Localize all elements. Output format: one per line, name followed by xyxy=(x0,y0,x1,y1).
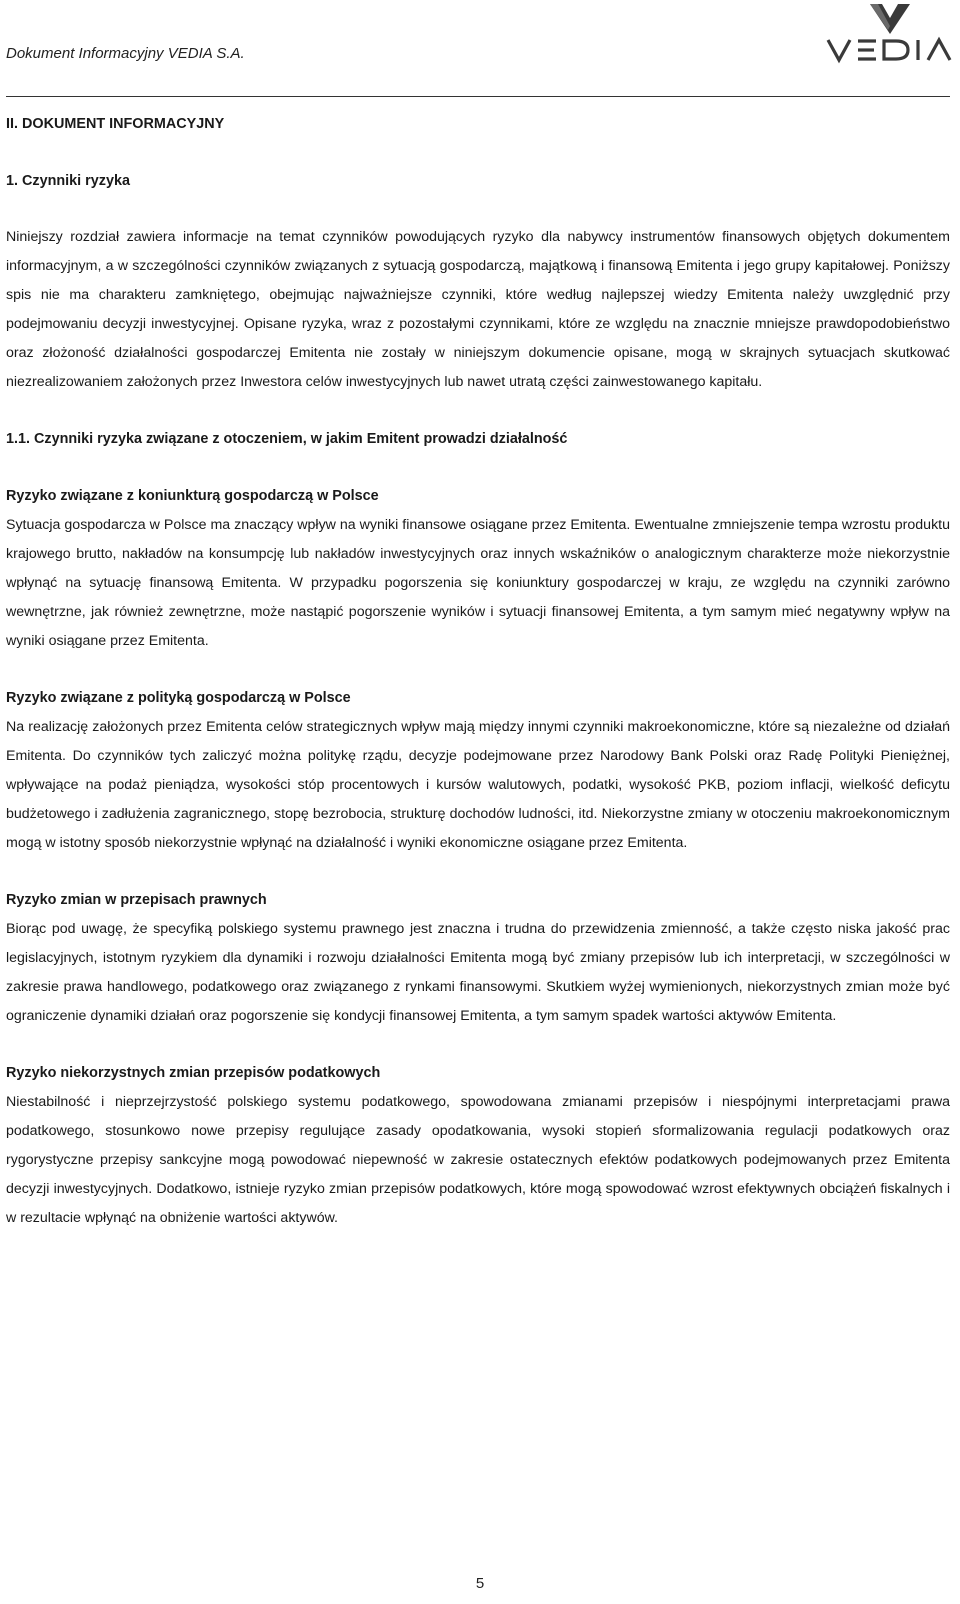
section-title: II. DOKUMENT INFORMACYJNY xyxy=(6,116,225,132)
vedia-logo xyxy=(826,4,954,66)
intro-paragraph: Niniejszy rozdział zawiera informacje na temat czynników powodujących ryzyko dla nabywcy instrumentów finansowych objętych dokumentem informacyjnym, a w szczególności czynników związanych z sytuacją gospodarczą, majątkową i finansową Emitenta i jego grupy kapitałowej. Poniższy spis nie ma charakteru zamkniętego, obejmując najważniejsze czynniki, które według najlepszej wiedzy Emitenta należy uwzględnić przy podejmowaniu decyzji inwestycyjnej. Opisane ryzyka, wraz z pozostałymi czynnikami, które ze względu na znacznie mniejsze prawdopodobieństwo oraz złożoność działalności gospodarczej Emitenta nie zostały w niniejszym dokumencie opisane, mogą w skrajnych sytuacjach skutkować niezrealizowaniem założonych przez Inwestora celów inwestycyjnych lub nawet utratą części zainwestowanego kapitału. xyxy=(6,229,950,390)
risk-body: Na realizację założonych przez Emitenta celów strategicznych wpływ mają między innymi czynniki makroekonomiczne, które są niezależne od działań Emitenta. Do czynników tych zaliczyć można politykę rządu, decyzje podejmowane przez Narodowy Bank Polski oraz Radę Polityki Pieniężnej, wpływające na podaż pieniądza, wysokości stóp procentowych i kursów walutowych, podatki, wysokość PKB, poziom inflacji, wielkość deficytu budżetowego i zadłużenia zagranicznego, stopę bezrobocia, strukturę dochodów ludności, itd. Niekorzystne zmiany w otoczeniu makroekonomicznym mogą w istotny sposób niekorzystnie wpłynąć na działalność i wyniki ekonomiczne osiągane przez Emitenta. xyxy=(6,719,950,851)
subsection-heading: 1.1. Czynniki ryzyka związane z otoczeniem, w jakim Emitent prowadzi działalność xyxy=(6,431,568,447)
risk-title: Ryzyko zmian w przepisach prawnych xyxy=(6,892,267,908)
page-number: 5 xyxy=(475,1575,485,1592)
risk-title: Ryzyko niekorzystnych zmian przepisów podatkowych xyxy=(6,1065,381,1081)
risk-body: Sytuacja gospodarcza w Polsce ma znaczący wpływ na wyniki finansowe osiągane przez Emitenta. Ewentualne zmniejszenie tempa wzrostu produktu krajowego brutto, nakładów na konsumpcję lub nakładów inwestycyjnych oraz innych wskaźników o analogicznym charakterze może niekorzystnie wpłynąć na sytuację finansową Emitenta. W przypadku pogorszenia się koniunktury gospodarczej w kraju, ze względu na czynniki zarówno wewnętrzne, jak również zewnętrzne, może nastąpić pogorszenie wyników i sytuacji finansowej Emitenta, a tym samym mieć negatywny wpływ na wyniki osiągane przez Emitenta. xyxy=(6,517,950,649)
risk-body: Biorąc pod uwagę, że specyfiką polskiego systemu prawnego jest znaczna i trudna do przewidzenia zmienność, a także często niska jakość prac legislacyjnych, istotnym ryzykiem dla dynamiki i rozwoju działalności Emitenta mogą być zmiany przepisów lub ich interpretacji, w szczególności w zakresie prawa handlowego, podatkowego oraz związanego z rynkami finansowymi. Skutkiem wyżej wymienionych, niekorzystnych zmian może być ograniczenie dynamiki działań oraz pogorszenie się kondycji finansowej Emitenta, a tym samym spadek wartości aktywów Emitenta. xyxy=(6,921,950,1024)
risk-body: Niestabilność i nieprzejrzystość polskiego systemu podatkowego, spowodowana zmianami przepisów i niespójnymi interpretacjami prawa podatkowego, stosunkowo nowe przepisy regulujące zasady opodatkowania, wysoki stopień sformalizowania regulacji podatkowych oraz rygorystyczne przepisy sankcyjne mogą powodować niepewność w zakresie ostatecznych efektów podatkowych podejmowanych przez Emitenta decyzji inwestycyjnych. Dodatkowo, istnieje ryzyko zmian przepisów podatkowych, które mogą spowodować wzrost efektywnych obciążeń fiskalnych i w rezultacie wpłynąć na obniżenie wartości aktywów. xyxy=(6,1094,950,1226)
document-header-title: Dokument Informacyjny VEDIA S.A. xyxy=(6,45,245,62)
header-divider xyxy=(6,96,950,97)
risk-title: Ryzyko związane z koniunkturą gospodarczą w Polsce xyxy=(6,488,379,504)
document-body xyxy=(6,110,950,1233)
risk-factors-heading: 1. Czynniki ryzyka xyxy=(6,173,130,189)
risk-title: Ryzyko związane z polityką gospodarczą w Polsce xyxy=(6,690,351,706)
